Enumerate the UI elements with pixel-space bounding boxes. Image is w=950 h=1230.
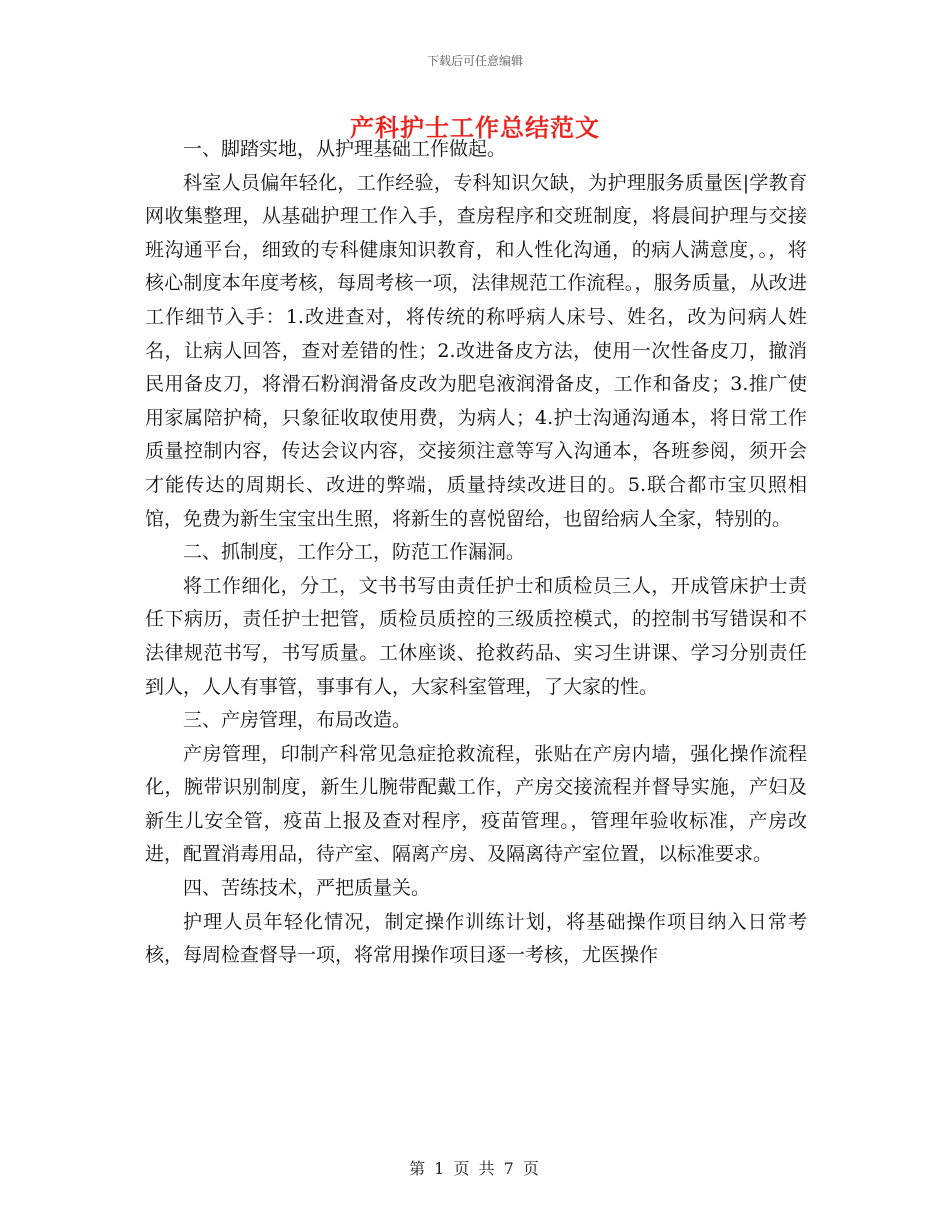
section-paragraph-4: 护理人员年轻化情况，制定操作训练计划，将基础操作项目纳入日常考核，每周检查督导一项，将常用操作项目逐一考核，尤医操作 [145, 910, 807, 967]
section-heading-2: 二、抓制度，工作分工，防范工作漏洞。 [183, 541, 526, 564]
section-paragraph-1: 科室人员偏年轻化，工作经验，专科知识欠缺，为护理服务质量医|学教育网收集整理，从基础护理工作入手，查房程序和交班制度，将晨间护理与交接班沟通平台，细致的专科健康知识教育，和人性化沟通，的病人满意度，。，将核心制度本年度考核，每周考核一项，法律规范工作流程。，服务质量，从改进工作细节入手：1.改进查对，将传统的称呼病人床号、姓名，改为问病人姓名，让病人回答，查对差错的性；2.改进备皮方法，使用一次性备皮刀，撤消民用备皮刀，将滑石粉润滑备皮改为肥皂液润滑备皮，工作和备皮；3.推广使用家属陪护椅，只象征收取使用费，为病人；4.护士沟通沟通本，将日常工作质量控制内容，传达会议内容，交接须注意等写入沟通本，各班参阅，须开会才能传达的周期长、改进的弊端，质量持续改进目的。5.联合都市宝贝照相馆，免费为新生宝宝出生照，将新生的喜悦留给，也留给病人全家，特别的。 [145, 171, 807, 530]
section-heading-1: 一、脚踏实地，从护理基础工作做起。 [183, 138, 507, 160]
section-heading-3: 三、产房管理，布局改造。 [183, 709, 412, 732]
document-body [145, 133, 807, 973]
document-title: 产科护士工作总结范文 [350, 113, 600, 142]
page-header: 下载后可任意编辑 [426, 54, 523, 68]
page-footer: 第 1 页 共 7 页 [409, 1159, 541, 1178]
section-heading-4: 四、苦练技术，严把质量关。 [183, 877, 431, 900]
section-paragraph-2: 将工作细化，分工，文书书写由责任护士和质检员三人，开成管床护士责任下病历，责任护士把管，质检员质控的三级质控模式，的控制书写错误和不法律规范书写，书写质量。工休座谈、抢救药品、实习生讲课、学习分别责任到人，人人有事管，事事有人，大家科室管理，了大家的性。 [145, 574, 807, 698]
section-paragraph-3: 产房管理，印制产科常见急症抢救流程，张贴在产房内墙，强化操作流程化，腕带识别制度，新生儿腕带配戴工作，产房交接流程并督导实施，产妇及新生儿安全管，疫苗上报及查对程序，疫苗管理。，管理年验收标准，产房改进，配置消毒用品，待产室、隔离产房、及隔离待产室位置，以标准要求。 [145, 742, 807, 866]
